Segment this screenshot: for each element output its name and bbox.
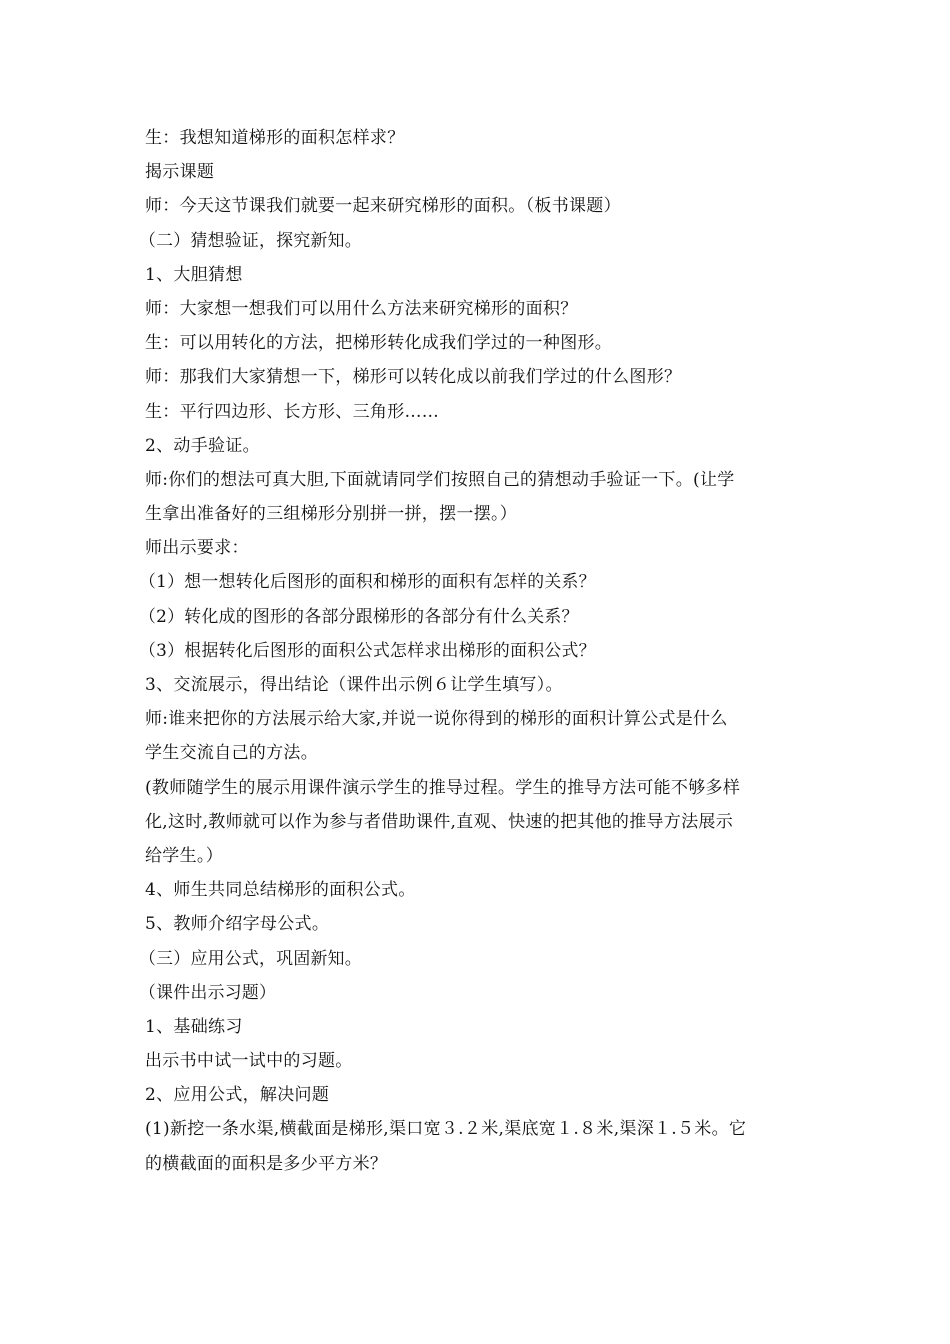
text-line: 出示书中试一试中的习题。 — [145, 1051, 353, 1072]
text-line: 师：大家想一想我们可以用什么方法来研究梯形的面积？ — [145, 298, 578, 319]
step-heading: 4、师生共同总结梯形的面积公式。 — [145, 880, 416, 901]
text-line: 师:你们的想法可真大胆,下面就请同学们按照自己的猜想动手验证一下。(让学 — [145, 469, 735, 490]
step-heading: 1、大胆猜想 — [145, 264, 243, 285]
text-line: 生：可以用转化的方法，把梯形转化成我们学过的一种图形。 — [145, 333, 613, 354]
section-heading: （三）应用公式，巩固新知。 — [139, 948, 362, 969]
step-heading: 5、教师介绍字母公式。 — [145, 914, 330, 935]
step-heading: 2、动手验证。 — [145, 435, 260, 456]
text-line: 揭示课题 — [145, 162, 215, 183]
problem-text: (1)新挖一条水渠,横截面是梯形,渠口宽３.２米,渠底宽１.８米,渠深１.５米。它 — [145, 1119, 747, 1140]
requirement-item: （3）根据转化后图形的面积公式怎样求出梯形的面积公式？ — [139, 640, 596, 661]
step-heading: 2、应用公式，解决问题 — [145, 1085, 330, 1106]
requirement-item: （2）转化成的图形的各部分跟梯形的各部分有什么关系？ — [139, 606, 579, 627]
text-line: 生拿出准备好的三组梯形分别拼一拼，摆一摆。） — [145, 504, 518, 525]
text-line: 学生交流自己的方法。 — [145, 743, 318, 764]
step-heading: 1、基础练习 — [145, 1016, 243, 1037]
text-line: (教师随学生的展示用课件演示学生的推导过程。学生的推导方法可能不够多样 — [145, 777, 741, 798]
text-line: 化,这时,教师就可以作为参与者借助课件,直观、快速的把其他的推导方法展示 — [145, 811, 734, 832]
text-line: （课件出示习题） — [139, 982, 277, 1003]
text-line: 师出示要求： — [145, 538, 249, 559]
section-heading: （二）猜想验证，探究新知。 — [139, 230, 362, 251]
text-line: 给学生。） — [145, 845, 223, 866]
text-line: 生：我想知道梯形的面积怎样求？ — [145, 128, 405, 148]
text-line: 师:谁来把你的方法展示给大家,并说一说你得到的梯形的面积计算公式是什么 — [145, 709, 728, 730]
text-line: 生：平行四边形、长方形、三角形…… — [145, 401, 440, 422]
requirement-item: （1）想一想转化后图形的面积和梯形的面积有怎样的关系？ — [139, 572, 596, 593]
text-line: 师：今天这节课我们就要一起来研究梯形的面积。（板书课题） — [145, 196, 621, 217]
text-line: 师：那我们大家猜想一下，梯形可以转化成以前我们学过的什么图形？ — [145, 367, 682, 388]
problem-text: 的横截面的面积是多少平方米？ — [145, 1153, 388, 1174]
step-heading: 3、交流展示，得出结论（课件出示例６让学生填写）。 — [145, 675, 563, 695]
document-body — [139, 121, 810, 1181]
